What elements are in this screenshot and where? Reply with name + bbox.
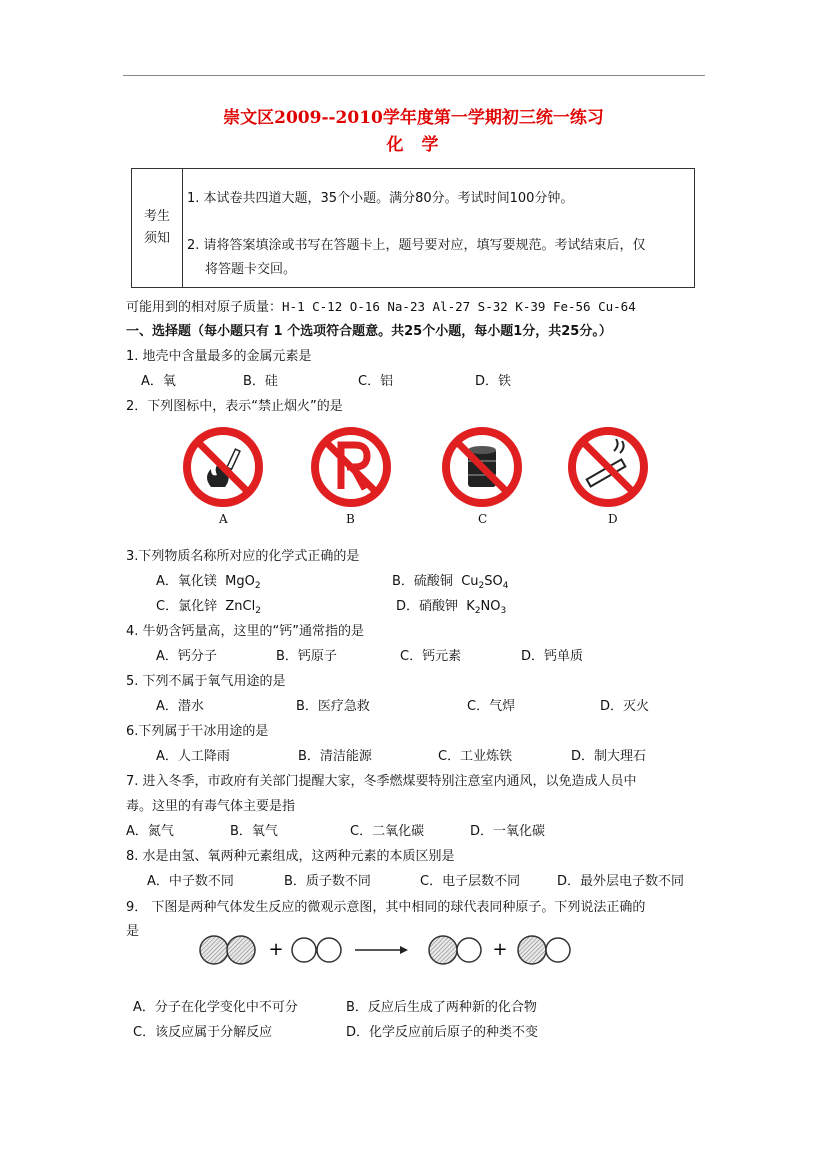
sign-no-parking-icon (309, 425, 393, 509)
exam-title: 崇文区2009--2010学年度第一学期初三统一练习 (223, 108, 604, 128)
q9-stem-line2: 是 (126, 924, 140, 939)
q9-option-c: C．该反应属于分解反应 (133, 1025, 273, 1040)
notice-table (131, 168, 695, 288)
q7-option-b: B．氧气 (230, 824, 278, 839)
notice-label: 考生 须知 (132, 169, 183, 288)
notice-item-1: 1. 本试卷共四道大题，35个小题。满分80分。考试时间100分钟。 (183, 169, 695, 230)
q5-stem: 5. 下列不属于氧气用途的是 (126, 674, 286, 689)
q1-option-c: C．铝 (358, 374, 394, 389)
q4-option-a: A．钙分子 (156, 649, 217, 664)
atom-white (292, 938, 316, 962)
q9-option-d: D．化学反应前后原子的种类不变 (346, 1025, 539, 1040)
q6-stem: 6.下列属于干冰用途的是 (126, 724, 269, 739)
q5-option-c: C．气焊 (467, 699, 516, 714)
q1-option-b: B．硅 (243, 374, 278, 389)
q7-option-c: C．二氧化碳 (350, 824, 425, 839)
q9-stem-line1: 9． 下图是两种气体发生反应的微观示意图，其中相同的球代表同种原子。下列说法正确的 (126, 900, 646, 915)
q8-option-c: C．电子层数不同 (420, 874, 521, 889)
q2-stem: 2．下列图标中，表示“禁止烟火”的是 (126, 399, 343, 414)
q3-option-d: D．硝酸钾 $K_2NO_3$ (396, 599, 507, 616)
q8-stem: 8. 水是由氢、氧两种元素组成，这两种元素的本质区别是 (126, 849, 455, 864)
q5-option-d: D．灭火 (600, 699, 650, 714)
q6-option-d: D．制大理石 (571, 749, 647, 764)
sign-no-drum-icon (440, 425, 524, 509)
q7-option-d: D．一氧化碳 (470, 824, 546, 839)
q7-option-a: A．氮气 (126, 824, 174, 839)
reaction-diagram (190, 928, 590, 972)
sign-label-b: B (346, 512, 355, 526)
q8-option-d: D．最外层电子数不同 (557, 874, 685, 889)
sign-label-d: D (608, 512, 618, 526)
q7-stem-line2: 毒。这里的有毒气体主要是指 (126, 799, 296, 814)
plus-sign-1: + (268, 939, 284, 960)
q1-stem: 1. 地壳中含量最多的金属元素是 (126, 349, 312, 364)
q1-option-d: D．铁 (475, 374, 512, 389)
section-heading: 一、选择题（每小题只有 1 个选项符合题意。共25个小题，每小题1分，共25分。） (126, 324, 612, 339)
q5-option-b: B．医疗急救 (296, 699, 370, 714)
q3-option-b: B．硫酸铜 $Cu_2SO_4$ (392, 574, 509, 591)
q7-stem-line1: 7. 进入冬季，市政府有关部门提醒大家，冬季燃煤要特别注意室内通风，以免造成人员中 (126, 774, 637, 789)
q1-option-a: A．氧 (141, 374, 176, 389)
sign-no-smoking-icon (566, 425, 650, 509)
subject-title: 化 学 (386, 135, 441, 155)
atom-hatched (227, 936, 255, 964)
atomic-masses: 可能用到的相对原子质量：H-1 C-12 O-16 Na-23 Al-27 S-32 K-39 Fe-56 Cu-64 (126, 299, 636, 315)
q6-option-a: A．人工降雨 (156, 749, 230, 764)
q8-option-a: A．中子数不同 (147, 874, 234, 889)
top-rule (123, 75, 705, 76)
q4-stem: 4. 牛奶含钙量高，这里的“钙”通常指的是 (126, 624, 365, 639)
q3-option-a: A．氧化镁 MgO$_2$ (156, 574, 261, 591)
sign-label-c: C (478, 512, 488, 526)
q4-option-b: B．钙原子 (276, 649, 337, 664)
q9-option-a: A．分子在化学变化中不可分 (133, 1000, 298, 1015)
q3-stem: 3.下列物质名称所对应的化学式正确的是 (126, 549, 360, 564)
q5-option-a: A．潜水 (156, 699, 204, 714)
plus-sign-2: + (492, 939, 508, 960)
q6-option-c: C．工业炼铁 (438, 749, 513, 764)
sign-no-fire-icon (181, 425, 265, 509)
q9-option-b: B．反应后生成了两种新的化合物 (346, 1000, 537, 1015)
atom-hatched (429, 936, 457, 964)
q3-option-c: C．氯化锌 ZnCl$_2$ (156, 599, 261, 616)
q6-option-b: B．清洁能源 (298, 749, 372, 764)
atom-hatched (518, 936, 546, 964)
atom-white (457, 938, 481, 962)
atom-white (546, 938, 570, 962)
q4-option-c: C．钙元素 (400, 649, 462, 664)
q4-option-d: D．钙单质 (521, 649, 584, 664)
notice-item-2: 2. 请将答案填涂或书写在答题卡上，题号要对应，填写要规范。考试结束后，仅 将答题卡交回。 (183, 229, 695, 288)
q8-option-b: B．质子数不同 (284, 874, 371, 889)
atom-white (317, 938, 341, 962)
atom-hatched (200, 936, 228, 964)
sign-label-a: A (219, 512, 228, 526)
